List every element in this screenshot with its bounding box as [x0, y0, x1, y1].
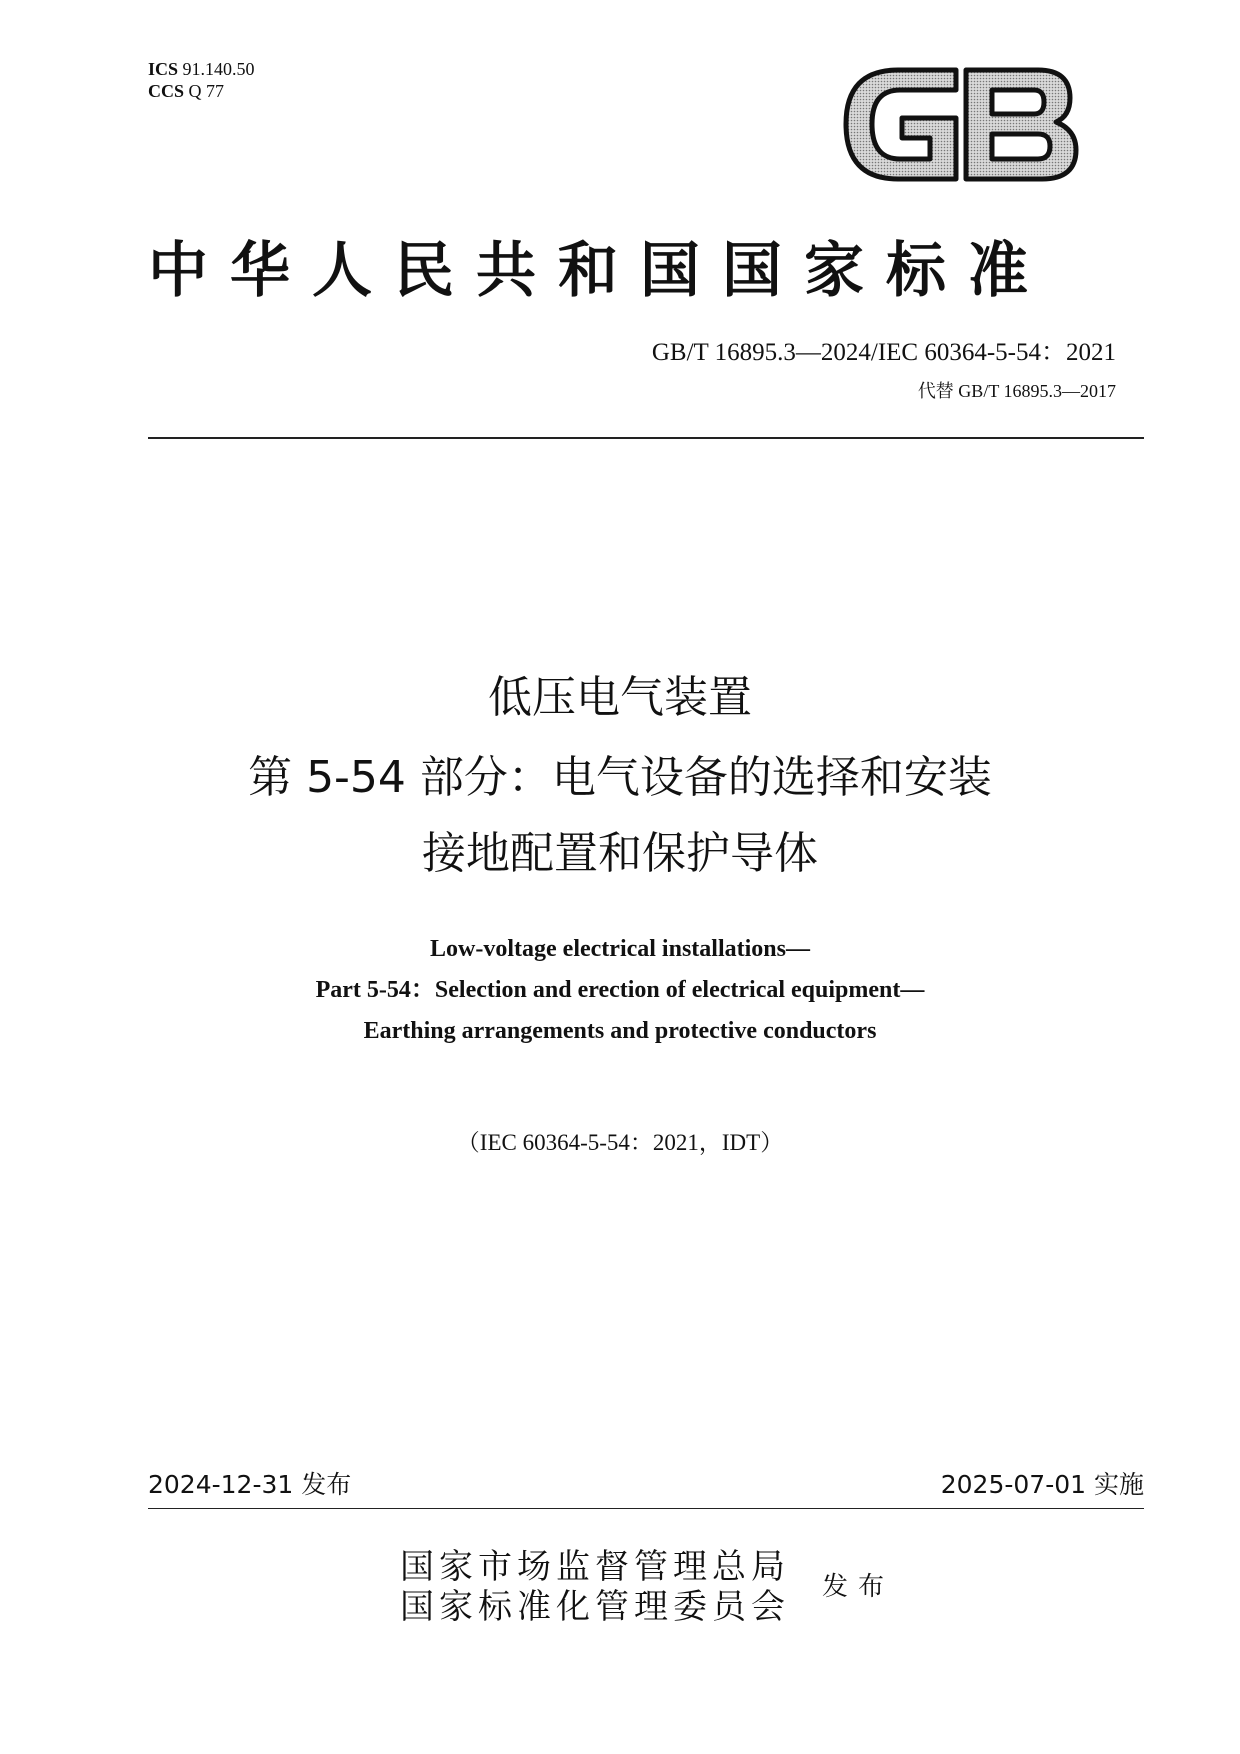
title-cn-line1: 低压电气装置	[488, 672, 752, 723]
replaces-note: 代替 GB/T 16895.3—2017	[917, 381, 1116, 401]
ccs-label: CCS	[148, 81, 185, 101]
standard-type-title: 中华人民共和国国家标准	[148, 238, 1050, 304]
gb-logo	[838, 62, 1083, 187]
issued-by-label: 发布	[822, 1572, 895, 1601]
issue-date: 2024-12-31 发布	[148, 1470, 352, 1499]
header-divider	[148, 437, 1144, 439]
ics-value: 91.140.50	[182, 59, 255, 79]
title-cn-line2: 第 5-54 部分：电气设备的选择和安装	[248, 752, 992, 803]
ics-label: ICS	[148, 59, 179, 79]
adoption-note: （IEC 60364-5-54：2021，IDT）	[456, 1130, 784, 1155]
title-cn-line3: 接地配置和保护导体	[422, 828, 818, 879]
title-en-line3: Earthing arrangements and protective conductors	[363, 1018, 877, 1044]
title-en-line1: Low-voltage electrical installations—	[430, 936, 810, 962]
title-en-line2: Part 5-54：Selection and erection of electrical equipment—	[315, 977, 925, 1003]
issuer-samr: 国家市场监督管理总局	[400, 1549, 790, 1586]
ccs-code	[148, 80, 255, 102]
ics-code	[148, 58, 255, 80]
implementation-date: 2025-07-01 实施	[940, 1470, 1144, 1499]
footer-divider	[148, 1508, 1144, 1509]
issuer-sac: 国家标准化管理委员会	[400, 1589, 790, 1626]
standard-number: GB/T 16895.3—2024/IEC 60364-5-54：2021	[651, 339, 1116, 366]
classification-codes	[148, 58, 255, 102]
ccs-value: Q 77	[188, 81, 225, 101]
